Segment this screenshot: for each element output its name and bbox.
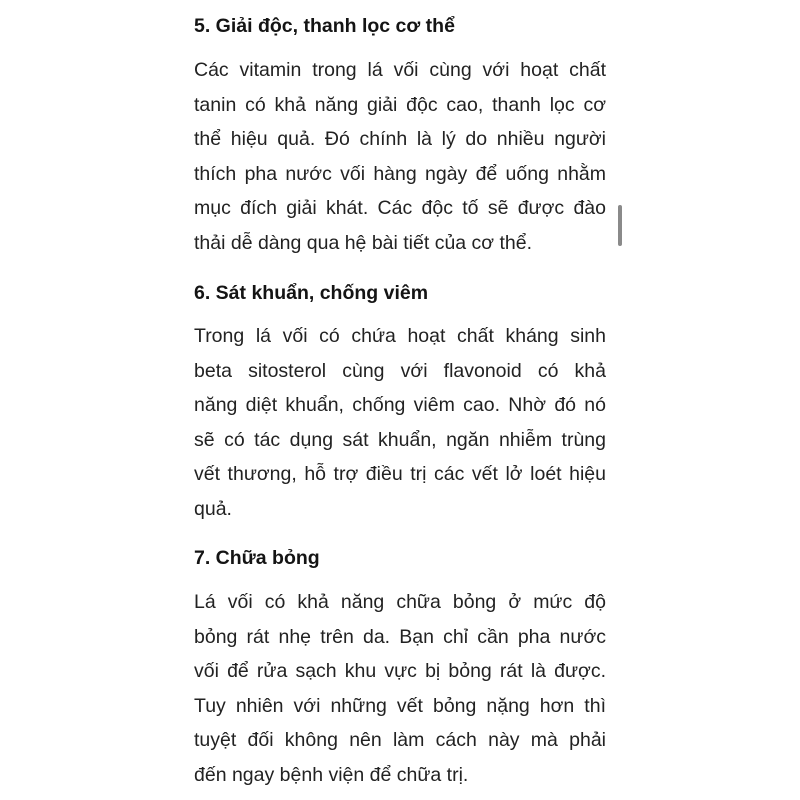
- section-heading-5: 5. Giải độc, thanh lọc cơ thể: [194, 15, 455, 37]
- paragraph-line: Các vitamin trong lá vối cùng với hoạt chất: [194, 59, 606, 81]
- paragraph-line: beta sitosterol cùng với flavonoid có khả: [194, 359, 606, 382]
- section-heading-7: 7. Chữa bỏng: [194, 547, 320, 569]
- paragraph-line: Lá vối có khả năng chữa bỏng ở mức độ: [194, 591, 606, 613]
- paragraph-line: bỏng rát nhẹ trên da. Bạn chỉ cần pha nước: [194, 625, 606, 648]
- paragraph-line: tanin có khả năng giải độc cao, thanh lọc cơ: [194, 93, 606, 116]
- paragraph-line: thải dễ dàng qua hệ bài tiết của cơ thể.: [194, 231, 533, 254]
- paragraph-line: quả.: [194, 497, 232, 520]
- section-body-6: [194, 319, 606, 527]
- section-heading-6: 6. Sát khuẩn, chống viêm: [194, 282, 429, 304]
- paragraph-line: năng diệt khuẩn, chống viêm cao. Nhờ đó nó: [194, 394, 606, 417]
- paragraph-line: Tuy nhiên với những vết bỏng nặng hơn thì: [194, 694, 606, 717]
- section-body-7: [194, 585, 606, 793]
- paragraph-line: đến ngay bệnh viện để chữa trị.: [194, 763, 469, 786]
- paragraph-line: vết thương, hỗ trợ điều trị các vết lở loét hiệu: [194, 463, 606, 486]
- section-body-5: [194, 53, 606, 261]
- paragraph-line: tuyệt đối không nên làm cách này mà phải: [194, 729, 606, 752]
- paragraph-line: vối để rửa sạch khu vực bị bỏng rát là được.: [194, 660, 606, 683]
- scrollbar-thumb[interactable]: [618, 205, 622, 246]
- paragraph-line: thích pha nước vối hàng ngày để uống nhằm: [194, 162, 606, 185]
- paragraph-line: sẽ có tác dụng sát khuẩn, ngăn nhiễm trùng: [194, 428, 606, 451]
- paragraph-line: mục đích giải khát. Các độc tố sẽ được đào: [194, 197, 606, 220]
- paragraph-line: Trong lá vối có chứa hoạt chất kháng sinh: [194, 325, 606, 347]
- paragraph-line: thể hiệu quả. Đó chính là lý do nhiều người: [194, 128, 606, 151]
